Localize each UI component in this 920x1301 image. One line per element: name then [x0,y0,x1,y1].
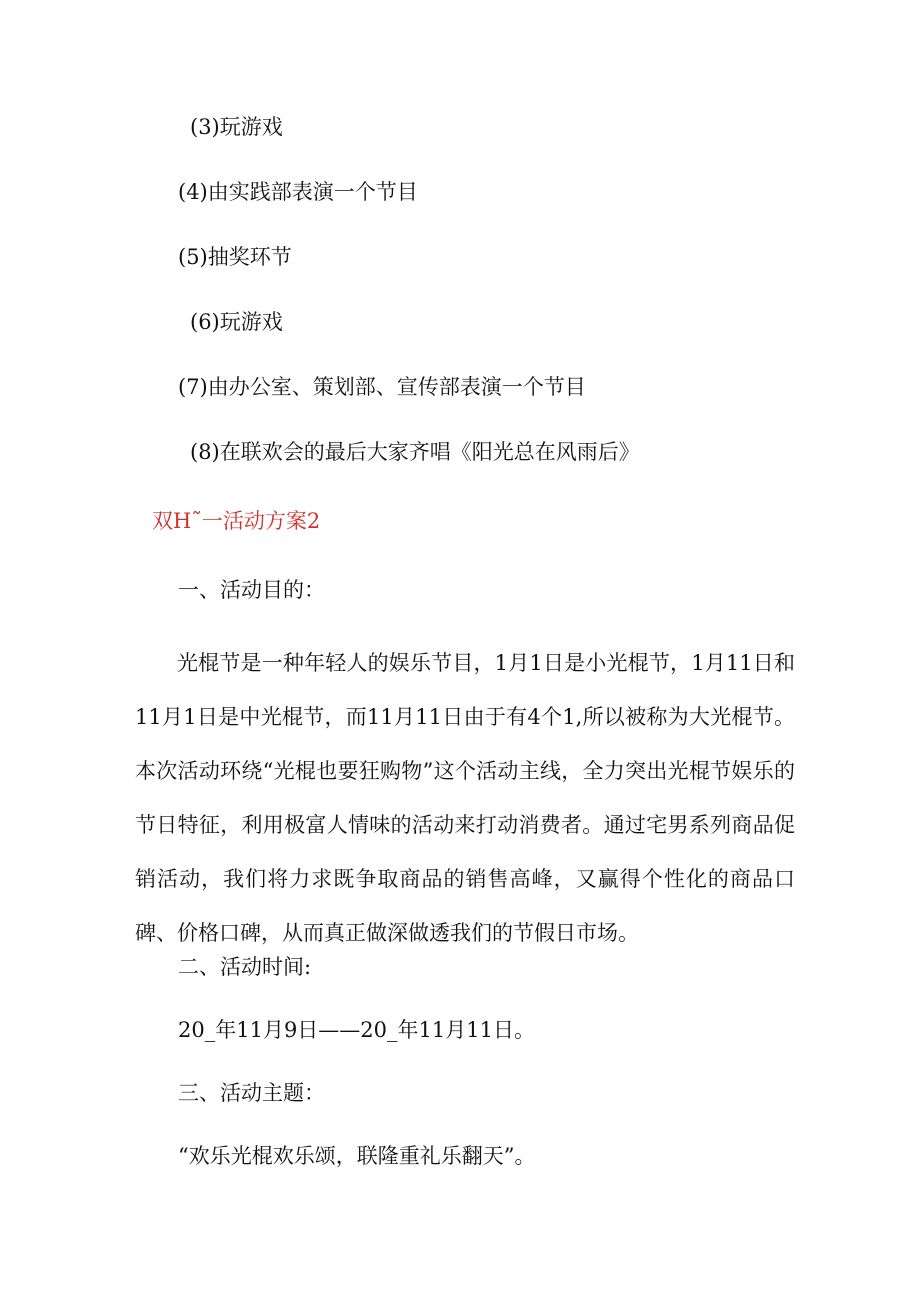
list-item: (8)在联欢会的最后大家齐唱《阳光总在风雨后》 [190,440,640,464]
theme-title: 三、活动主题： [178,1081,325,1105]
theme-text: “欢乐光棍欢乐颂，联隆重礼乐翻天”。 [178,1144,536,1168]
purpose-paragraph: 光棍节是一种年轻人的娱乐节目，1月1日是小光棍节，1月11日和11月1日是中光棍节，而11月11日由于有4个1,所以被称为大光棍节。本次活动环绕“光棍也要狂购物”这个活动主线，全力突出光棍节娱乐的节日特征，利用极富人情味的活动来打动消费者。通过宅男系列商品促销活动，我们将力求既争取商品的销售高峰，又赢得个性化的商品口碑、价格口碑，从而真正做深做透我们的节假日市场。 [135,651,795,945]
time-text: 20_年11月9日——20_年11月11日。 [178,1018,535,1042]
purpose-title: 一、活动目的： [178,578,325,602]
time-title: 二、活动时间: [178,955,312,979]
list-item: (7)由办公室、策划部、宣传部表演一个节目 [178,375,586,399]
list-item: (6)玩游戏 [190,310,283,334]
list-item: (3)玩游戏 [190,115,283,139]
section-heading: 双H˜一活动方案2 [152,509,321,533]
list-item: (4)由实践部表演一个节目 [178,180,418,204]
list-item: (5)抽奖环节 [178,245,292,269]
